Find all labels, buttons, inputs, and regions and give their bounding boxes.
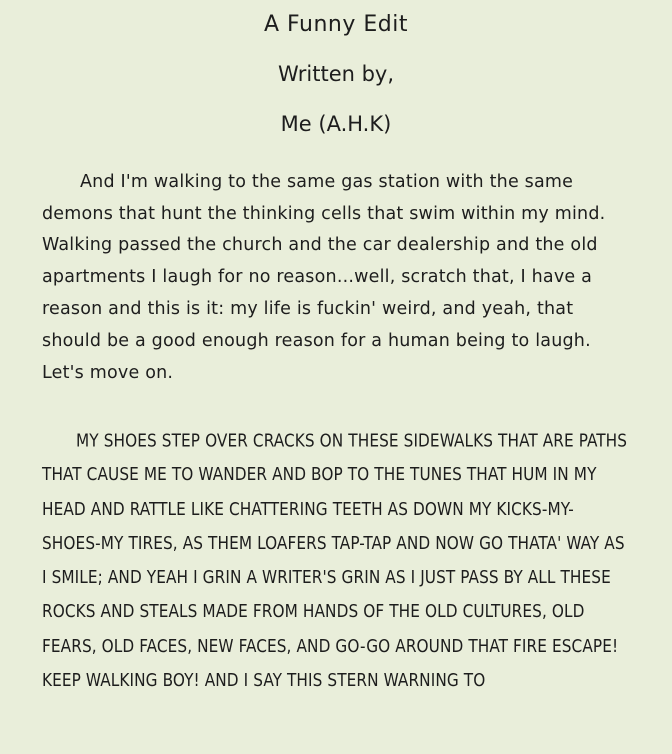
paragraph-1: And I'm walking to the same gas station with the same demons that hunt the thinking cells that swim within my mind. Walking passed the church and the car dealership and the old apartments I laugh for no reason...well, scratch that, I have a reason and this is it: my life is fuckin' weird, and yeah, that should be a good enough reason for a human being to laugh. Let's move on. bbox=[42, 171, 606, 383]
document-body bbox=[42, 167, 630, 691]
paragraph-spacer bbox=[42, 390, 630, 424]
paragraph-2: MY SHOES STEP OVER CRACKS ON THESE SIDEWALKS THAT ARE PATHS THAT CAUSE ME TO WANDER AND BOP TO THE TUNES THAT HUM IN MY HEAD AND RATTLE LIKE CHATTERING TEETH AS DOWN MY KICKS-MY-SHOES-MY TIRES, AS THEM LOAFERS TAP-TAP AND NOW GO THATA' WAY AS I SMILE; AND YEAH I GRIN A WRITER'S GRIN AS I JUST PASS BY ALL THESE ROCKS AND STEALS MADE FROM HANDS OF THE OLD CULTURES, OLD FEARS, OLD FACES, NEW FACES, AND GO-GO AROUND THAT FIRE ESCAPE! KEEP WALKING BOY! AND I SAY THIS STERN WARNING TO bbox=[42, 430, 628, 691]
title-block bbox=[42, 12, 630, 137]
byline-label: Written by, bbox=[277, 62, 395, 87]
page-title: A Funny Edit bbox=[264, 12, 408, 37]
author-name: Me (A.H.K) bbox=[280, 111, 392, 136]
